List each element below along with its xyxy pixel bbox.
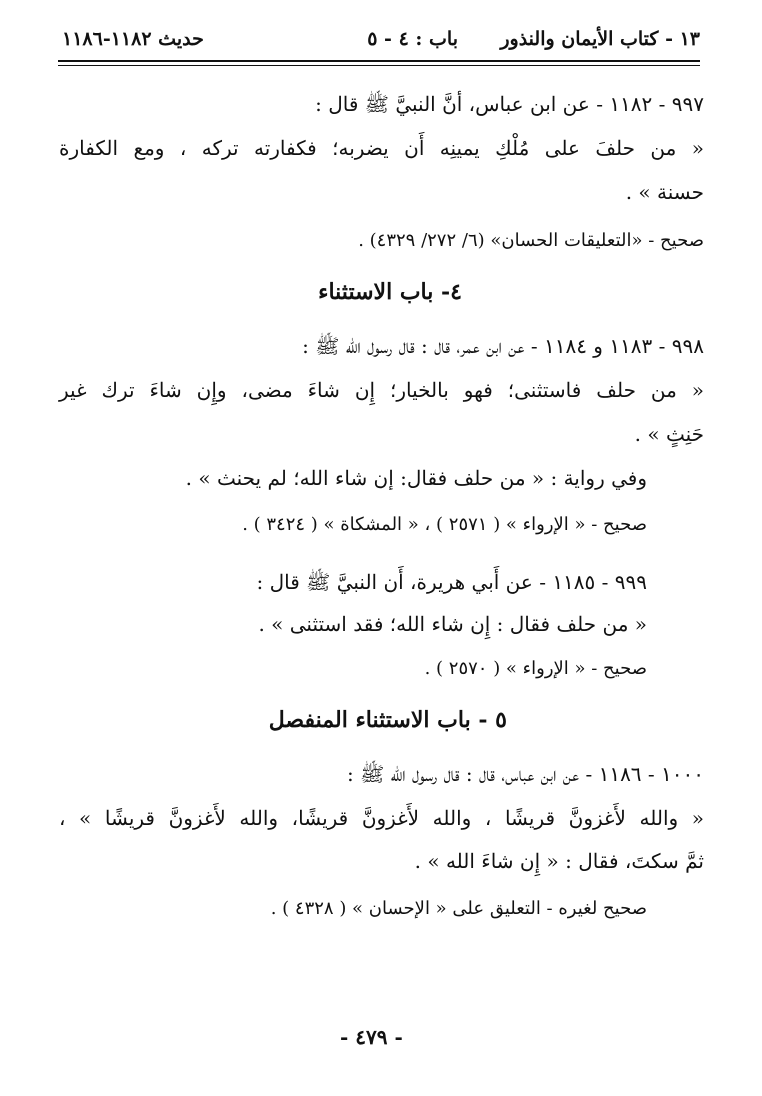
hadith-997-source: صحيح - «التعليقات الحسان» (٦/ ٢٧٢/ ٤٣٢٩) . xyxy=(358,230,704,251)
hadith-998-source: صحيح - « الإرواء » ( ٢٥٧١ ) ، « المشكاة » ( ٣٤٢٤ ) . xyxy=(242,514,647,535)
hadith-1000-source: صحيح لغيره - التعليق على « الإحسان » ( ٤٣٢٨ ) . xyxy=(270,898,647,919)
page-number: - ٤٧٩ - xyxy=(340,1025,403,1049)
header-rule-thick xyxy=(58,60,700,62)
hadith-998-text-1: « من حلف فاستثنى؛ فهو بالخيار؛ إِن شاءَ مضى، وإِن شاءَ ترك غير xyxy=(59,378,704,402)
chapter-title: ١٣ - كتاب الأيمان والنذور xyxy=(500,28,700,50)
hadith-999-isnad: ٩٩٩ - ١١٨٥ - عن أَبي هريرة، أَن النبيَّ ﷺ قال : xyxy=(256,570,647,594)
hadith-998-riwaya: وفي رواية : « من حلف فقال: إن شاء الله؛ لم يحنث » . xyxy=(185,466,647,490)
hadith-1000-text-2: ثمَّ سكتَ، فقال : « إِن شاءَ الله » . xyxy=(414,849,704,873)
section-range: باب : ٤ - ٥ xyxy=(367,28,458,50)
hadith-1000-text-1: « والله لأَغزونَّ قريشًا ، والله لأَغزونَّ قريشًا، والله لأَغزونَّ قريشًا » ، xyxy=(59,806,704,830)
hadith-997-text-2: حسنة » . xyxy=(625,180,704,204)
bab-4-heading: ٤- باب الاستثناء xyxy=(318,279,462,305)
hadith-999-source: صحيح - « الإرواء » ( ٢٥٧٠ ) . xyxy=(424,658,647,679)
hadith-997-text-1: « من حلفَ على مُلْكِ يمينِه أَن يضربه؛ فكفارته تركه ، ومع الكفارة xyxy=(59,136,704,160)
hadith-998-isnad: ٩٩٨ - ١١٨٣ و ١١٨٤ - عن ابن عمر، قال : قال رسول الله ﷺ : xyxy=(302,334,704,358)
hadith-997-isnad: ٩٩٧ - ١١٨٢ - عن ابن عباس، أنَّ النبيَّ ﷺ قال : xyxy=(315,92,704,116)
hadith-range: حديث ١١٨٢-١١٨٦ xyxy=(62,28,204,50)
hadith-1000-isnad: ١٠٠٠ - ١١٨٦ - عن ابن عباس، قال : قال رسول الله ﷺ : xyxy=(347,762,704,786)
hadith-999-text: « من حلف فقال : إِن شاء الله؛ فقد استثنى » . xyxy=(258,612,647,636)
bab-5-heading: ٥ - باب الاستثناء المنفصل xyxy=(268,707,507,733)
hadith-998-text-2: حَنِثٍ » . xyxy=(634,422,704,446)
header-rule-thin xyxy=(58,65,700,66)
